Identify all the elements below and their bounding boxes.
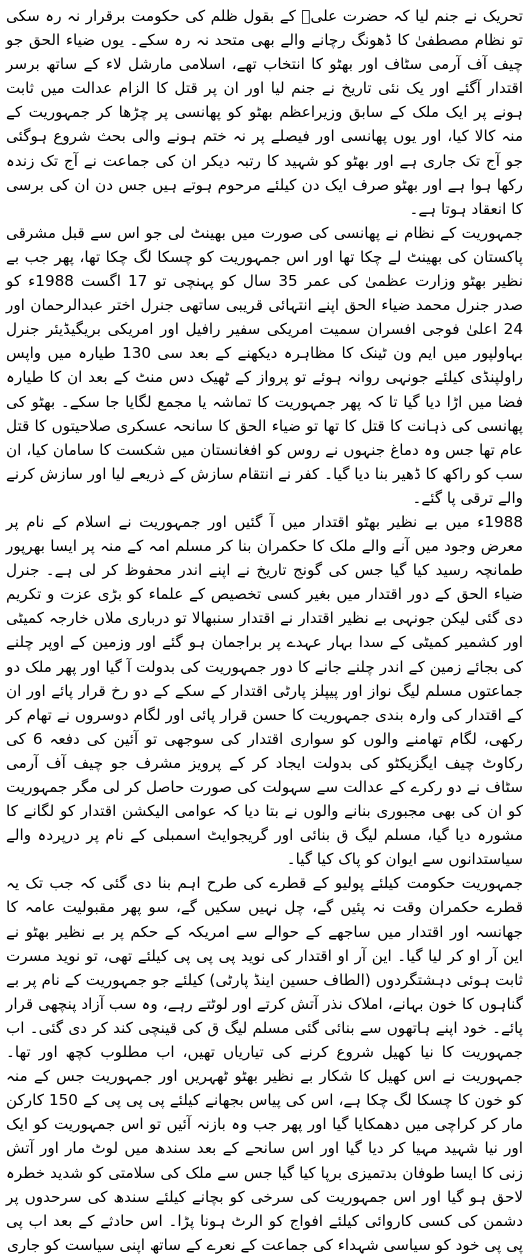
article-paragraph-4: جمہوریت حکومت کیلئے پولیو کے قطرے کی طرح اہم بنا دی گئی کہ جب تک یہ قطرے حکمران وقت نہ پئیں گے، چل نہیں سکیں گے، سو پھر مقبولیت عامہ کا جھانسہ اور اقتدار میں ساجھے کے حوالے سے امریکہ کے حکم پر بے نظیر بھٹو نے این آر او کر لیا گیا۔ این آر او اقتدار کی نوید پی پی پی کیلئے تھی، تو نوید مسرت ثابت ہوئی دہشتگردوں (الطاف حسین اینڈ پارٹی) کیلئے جو جمہوریت کے نام پر بے گناہوں کا خون بہانے، املاک نذر آتش کرتے اور لوٹتے رہے، وہ سب آزاد پنچھی قرار پائے۔ خود اپنے ہاتھوں سے بنائی گئی مسلم لیگ ق کی قینچی کند کر دی گئی۔ اب جمہوریت کا نیا کھیل شروع کرنے کی تیاریاں تھیں، اب مطلوب کچھ اور تھا۔ جمہوریت نے اس کھیل کا شکار بے نظیر بھٹو ٹھہریں اور جمہوریت جس کے منہ کو خون کا چسکا لگ چکا ہے، اس کی پیاس بجھانے کیلئے پی پی پی کے 150 کارکن مار کر کراچی میں دھمکایا گیا اور پھر جب وہ بازنہ آئیں تو اس جمہوریت کو ایک اور نیا شہید مہیا کر دیا گیا اور اس سانحے کے بعد سندھ میں لوٹ مار اور آتش زنی کا ایسا طوفان بدتمیزی برپا کیا گیا جس سے ملک کی سلامتی کو شدید خطرہ لاحق ہو گیا اور اس جمہوریت کی سرخی کو بچانے کیلئے سندھ کی سرحدوں پر دشمن کی کسی کاروائی کیلئے افواج کو الرٹ ہونا پڑا۔ اس حادثے کے بعد اب پی پی پی خود کو سیاسی شہداء کی جماعت کے نعرے کے ساتھ اپنی سیاست کو جاری	[6, 874, 524, 1254]
article-paragraph-1: تحریک نے جنم لیا کہ حضرت علیؓ کے بقول ظلم کی حکومت برقرار نہ رہ سکی تو نظام مصطفیٰ کا ڈھونگ رچانے والے بھی متحد نہ رہ سکے۔ یوں ضیاء الحق جو چیف آف آرمی سٹاف اور بھٹو کا انتخاب تھے، اسلامی مارشل لاء کے ساتھ برسر اقتدار آگئے اور یک نئی تاریخ نے جنم لیا اور ان پر قتل کا الزام عدالت میں ثابت ہونے پر ایک ملک کے سابق وزیراعظم بھٹو کو پھانسی پر چڑھا کر جمہوریت کے منہ کالا کیا، اور یوں پھانسی اور فیصلے پر نہ ختم ہونے والی بحث شروع ہوگئی جو آج تک جاری ہے اور بھٹو کو شہید کا رتبہ دیکر ان کی جماعت نے آج تک زندہ رکھا ہوا ہے اور بھٹو صرف ایک دن کیلئے مرحوم ہوتے ہیں جس دن ان کی برسی کا انعقاد ہوتا ہے۔	[6, 7, 523, 218]
article-paragraph-2: جمہوریت کے نظام نے پھانسی کی صورت میں بھینٹ لی جو اس سے قبل مشرقی پاکستان کی بھینٹ لے چکا تھا اور اس جمہوریت کو چسکا لگ چکا تھا، پھر جب بے نظیر بھٹو وزارت عظمیٰ کی عمر 35 سال کو پہنچی تو 17 اگست 1988ء کو صدر جنرل محمد ضیاء الحق اپنے انتہائی قریبی ساتھی جنرل اختر عبدالرحمان اور 24 اعلیٰ فوجی افسران سمیت امریکی سفیر رافیل اور امریکی بریگیڈیئر جنرل بہاولپور میں ایم ون ٹینک کا مظاہرہ دیکھنے کے بعد سی 130 طیارہ میں واپس راولپنڈی کیلئے جونہی روانہ ہوئے تو پرواز کے ٹھیک دس منٹ کے بعد ان کا طیارہ فضا میں اڑا دیا گیا تا کہ پھر جمہوریت کا تماشہ یا مجمع لگایا جا سکے۔ بھٹو کی پھانسی کی ذہانت کا قتل کا تھا تو ضیاء الحق کا سانحہ عسکری صلاحیتوں کا قتل عام تھا جس وہ دماغ جنہوں نے روس کو افغانستان میں شکست کا سامان کیا، ان سب کو راکھ کا ڈھیر بنا دیا گیا۔ کفر نے انتقام سازش کے ذریعے لیا اور سازش کرنے والے ترقی پا گئے۔	[6, 223, 524, 507]
article-paragraph-3: 1988ء میں بے نظیر بھٹو اقتدار میں آ گئیں اور جمہوریت نے اسلام کے نام پر معرض وجود میں آنے والے ملک کا حکمران بنا کر مسلم امہ کے منہ پر ایسا بھرپور طمانچہ رسید کیا گیا جس کی گونج تاریخ نے اپنے اندر محفوظ کر لی ہے۔ جنرل ضیاء الحق کے دور اقتدار میں بغیر کسی تخصیص کے علماء کو بڑی عزت و تکریم دی گئی لیکن جونہی بے نظیر اقتدار نے اقتدار سنبھالا تو درباری ملاں خارجہ کمیٹی اور کشمیر کمیٹی کے سدا بہار عہدے پر براجمان ہو گئے اور وزمین کے اوپر چلنے کی بجائے زمین کے اندر چلنے جانے کا دور جمہوریت کی بدولت آ گیا اور پھر ملک دو جماعتوں مسلم لیگ نواز اور پیپلز پارٹی اقتدار کے سکے کے دو رخ قرار پائے اور ان کے اقتدار کی وارہ بندی جمہوریت کا حسن قرار پائی اور لگام دوسروں نے تھام کر رکھی، لگام تھامنے والوں کو سواری اقتدار کی سوجھی تو آئین کی دفعہ 6 کی رکاوٹ چیف ایگزیکٹو کی بدولت ایجاد کر کے پرویز مشرف جو چیف آف آرمی سٹاف نے دو رکرے کے عدالت سے سہولت کی صورت حاصل کر لی مگر جمہوریت کو ان کی بھی مجبوری بنانے والوں نے بتا دیا کہ عوامی الیکشن اقتدار کو لگانے کا مشورہ دیا گیا، مسلم لیگ ق بنائی اور گریجوایٹ اسمبلی کے نام پر درپردہ والے سیاستدانوں سے ایوان کو پاک کیا گیا۔	[6, 512, 524, 869]
